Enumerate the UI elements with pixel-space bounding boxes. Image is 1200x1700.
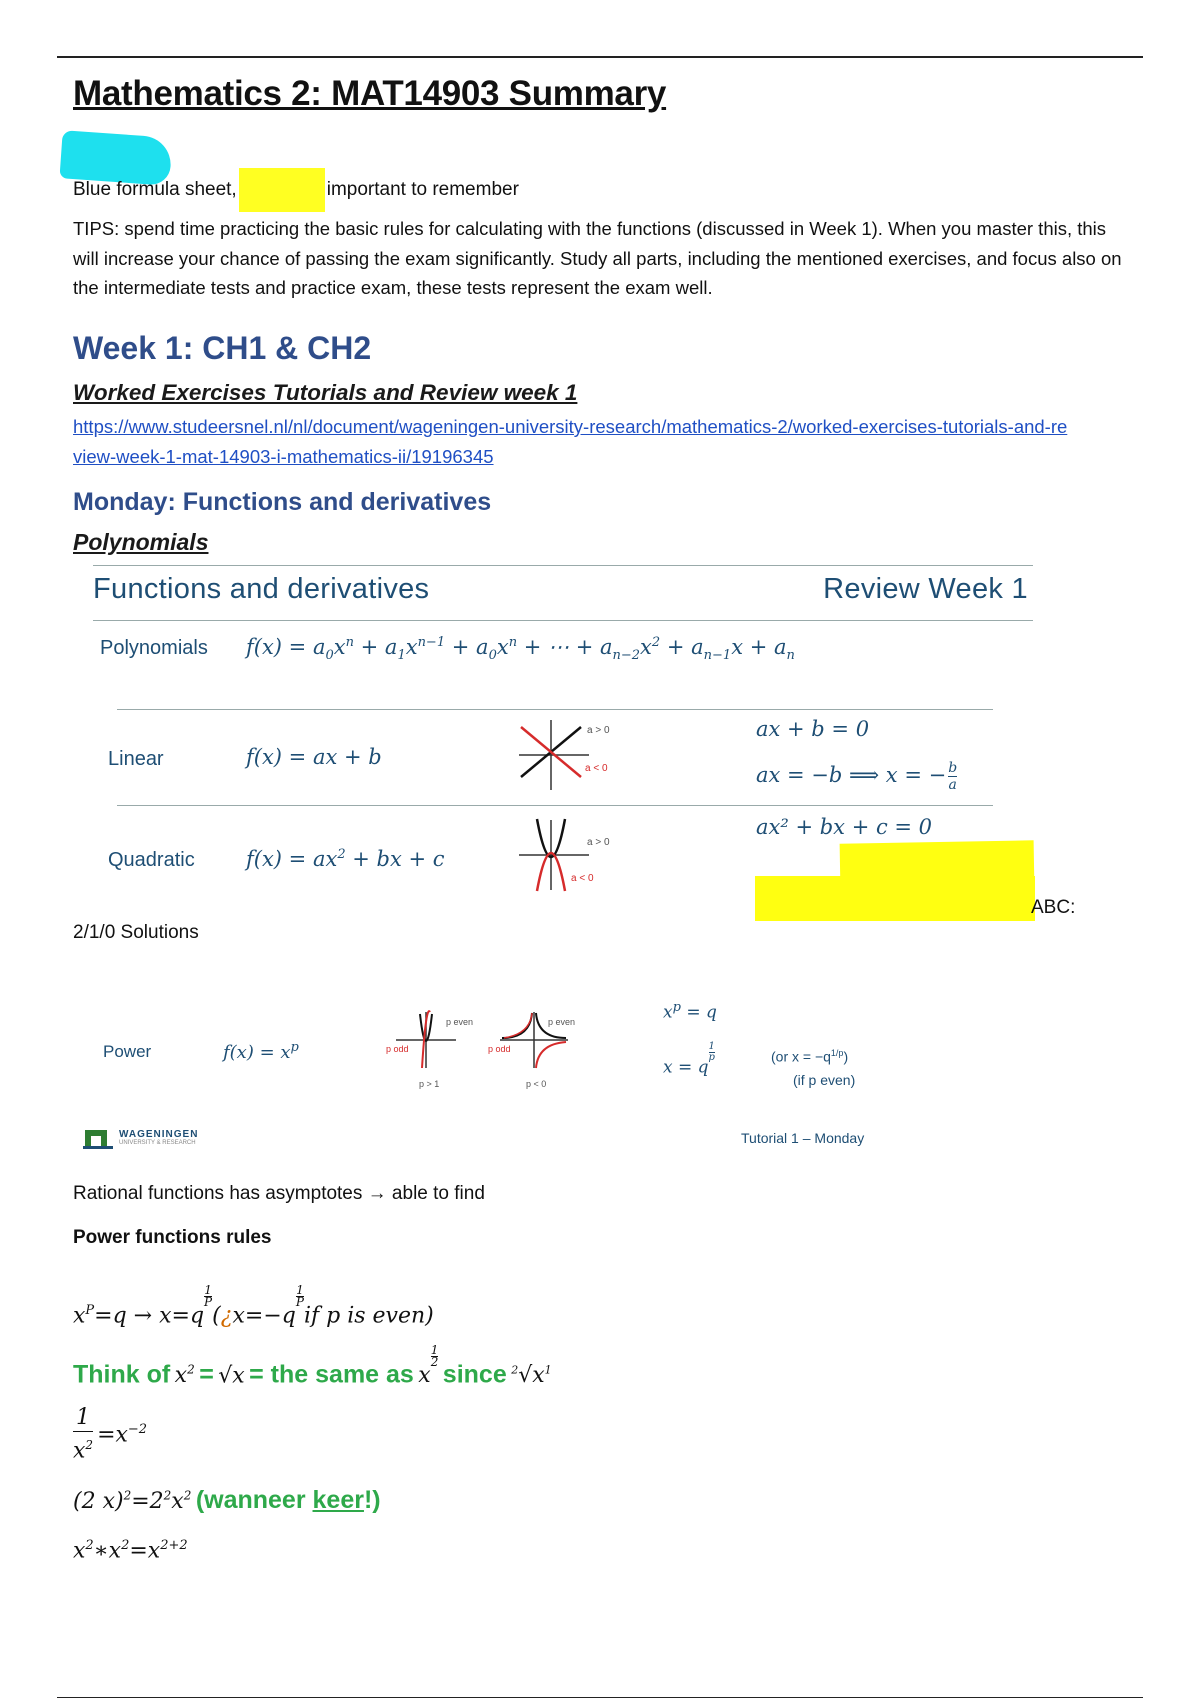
polynomial-formula: $f(x) = a_0x^n + a_1x^{n-1} + a_0x^n$ + ⋯ + $a_{n-2}x^2 + a_{n-1}x + a_n$ bbox=[246, 635, 795, 664]
quadratic-a-neg-label: a < 0 bbox=[571, 873, 594, 884]
slide-row-rule-2 bbox=[117, 805, 993, 806]
wageningen-logo bbox=[83, 1128, 198, 1150]
linear-graph-icon bbox=[519, 715, 629, 795]
slide-row-rule-1 bbox=[117, 709, 993, 710]
power-slide bbox=[73, 990, 953, 1160]
wanneer-end: !) bbox=[363, 1486, 381, 1514]
wanneer-note: (wanneer bbox=[195, 1486, 313, 1514]
legend-important: important to remember bbox=[326, 179, 519, 201]
color-legend bbox=[73, 168, 519, 212]
quadratic-graph-icon bbox=[519, 815, 629, 895]
product-exponent-rule: $x^2∗x^2=x^{2+2}$ bbox=[73, 1538, 188, 1564]
p-even-label-1: p even bbox=[446, 1017, 474, 1027]
row-label-linear: Linear bbox=[108, 748, 164, 770]
quadratic-formula: $f(x) = ax^2$ + bx + c bbox=[246, 847, 445, 871]
power-graph-p-lt-0 bbox=[486, 1010, 586, 1090]
top-rule bbox=[57, 56, 1143, 58]
power-rule-formula: $x^P=q \to x=q^{1 P}$ (¿$x=-q^{1 P}$ if p is even) bbox=[73, 1283, 434, 1329]
row-label-power: Power bbox=[103, 1042, 152, 1061]
bottom-rule bbox=[57, 1697, 1143, 1698]
row-label-quadratic: Quadratic bbox=[108, 849, 195, 871]
quadratic-eq: ax² + bx + c = 0 bbox=[756, 815, 933, 839]
p-lt0-label: p < 0 bbox=[526, 1079, 547, 1089]
power-eq-2: $x = q^{1 p}$ bbox=[663, 1041, 715, 1078]
power-eq-1: $x^p = q$ bbox=[663, 1000, 717, 1023]
abc-highlight-bottom bbox=[755, 876, 1035, 921]
p-gt1-label: p > 1 bbox=[419, 1079, 440, 1089]
cyan-highlight-swatch bbox=[59, 130, 172, 186]
product-power-rule: (2 $x)^2=2^2x^2$ (wanneer keer!) bbox=[73, 1486, 381, 1514]
think-of-note: Think of $x^2 = √x$ = the same as $x^{1 2}$ since $^2√x^1$ bbox=[73, 1343, 552, 1389]
think-of-prefix: Think of bbox=[73, 1360, 171, 1389]
power-graph-p-gt-1 bbox=[386, 1010, 486, 1090]
linear-eq-2: ax = −b ⟹ x = − b a bbox=[756, 760, 958, 793]
review-slide bbox=[73, 565, 1076, 918]
document-title: Mathematics 2: MAT14903 Summary bbox=[73, 74, 667, 113]
slide-subtitle: Review Week 1 bbox=[823, 573, 1028, 605]
power-if-even: (if p even) bbox=[793, 1072, 856, 1088]
worked-exercises-link[interactable]: https://www.studeersnel.nl/nl/document/wageningen-university-research/mathematics-2/worked-exercises-tutorials-and-review-week-1-mat-14903-i-mathematics-ii/19196345 bbox=[73, 416, 1068, 467]
worked-exercises-title: Worked Exercises Tutorials and Review week 1 bbox=[73, 380, 578, 405]
wageningen-logo-subtext: UNIVERSITY & RESEARCH bbox=[119, 1140, 196, 1146]
linear-a-neg-label: a < 0 bbox=[585, 763, 608, 774]
linear-a-pos-label: a > 0 bbox=[587, 725, 610, 736]
polynomials-heading: Polynomials bbox=[73, 529, 209, 555]
slide-title-rule bbox=[93, 620, 1033, 621]
keer-note: keer bbox=[312, 1486, 364, 1514]
slide-top-rule bbox=[93, 565, 1033, 566]
think-of-since: since bbox=[442, 1360, 507, 1389]
abc-label: ABC: bbox=[1031, 897, 1076, 918]
tips-paragraph: TIPS: spend time practicing the basic rules for calculating with the functions (discussed in Week 1). When you master this, this will increase your chance of passing the exam significantly. Study all parts, including the mentioned exercises, and focus also on the intermediate tests and practice exam, these tests represent the exam well. bbox=[73, 218, 1122, 298]
linear-eq-2-text: ax = −b ⟹ x = − bbox=[756, 763, 947, 787]
power-alt-text: (or x = −q bbox=[771, 1048, 831, 1065]
p-even-label-2: p even bbox=[548, 1017, 576, 1027]
power-alt-solution: (or $x = -q^{1/p}$) bbox=[771, 1048, 849, 1065]
wageningen-logo-text: WAGENINGEN bbox=[119, 1129, 199, 1140]
power-rules-heading: Power functions rules bbox=[73, 1227, 272, 1248]
rational-note: Rational functions has asymptotes → able to find bbox=[73, 1183, 485, 1204]
linear-formula: f(x) = ax + b bbox=[246, 745, 382, 769]
p-odd-label-1: p odd bbox=[386, 1044, 409, 1054]
quadratic-a-pos-label: a > 0 bbox=[587, 837, 610, 848]
reciprocal-rule: 1 $x^2$ $=x^{-2}$ bbox=[73, 1405, 148, 1464]
monday-heading: Monday: Functions and derivatives bbox=[73, 488, 492, 516]
legend-blue-label: Blue bbox=[73, 179, 112, 201]
legend-formula-sheet: formula sheet, bbox=[116, 179, 237, 201]
p-odd-label-2: p odd bbox=[488, 1044, 511, 1054]
slide-title: Functions and derivatives bbox=[93, 573, 430, 605]
slide-footer: Tutorial 1 – Monday bbox=[741, 1130, 865, 1146]
wageningen-logo-icon bbox=[83, 1128, 113, 1150]
solutions-note: 2/1/0 Solutions bbox=[73, 922, 199, 943]
row-label-polynomials: Polynomials bbox=[100, 637, 208, 659]
linear-eq-1: ax + b = 0 bbox=[756, 717, 870, 741]
power-formula: $f(x) = x^p$ bbox=[223, 1040, 299, 1063]
yellow-highlight-swatch bbox=[239, 168, 325, 212]
think-of-mid: = the same as bbox=[249, 1360, 414, 1389]
week-heading: Week 1: CH1 & CH2 bbox=[73, 330, 372, 366]
